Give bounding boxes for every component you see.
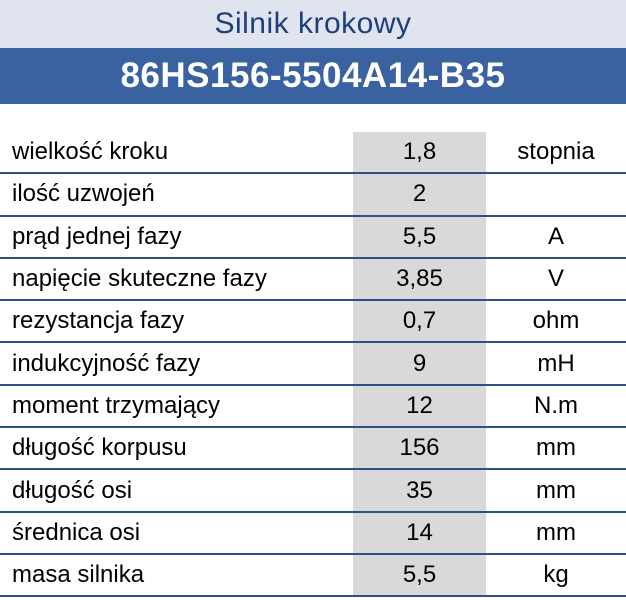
spec-unit: kg — [543, 561, 569, 589]
title-band — [0, 0, 626, 48]
spec-value: 2 — [353, 174, 486, 214]
spec-value: 14 — [353, 513, 486, 553]
spec-row — [0, 343, 626, 385]
product-type-title: Silnik krokowy — [214, 7, 412, 40]
spec-name: napięcie skuteczne fazy — [12, 265, 267, 293]
spec-value: 0,7 — [353, 301, 486, 341]
spec-name: długość osi — [12, 476, 133, 504]
spec-unit: V — [547, 265, 564, 293]
spec-unit: stopnia — [517, 138, 595, 166]
spec-unit: mH — [537, 349, 575, 377]
spec-name: prąd jednej fazy — [12, 222, 182, 250]
spec-name: średnica osi — [12, 518, 141, 546]
spec-name: rezystancja fazy — [12, 307, 185, 335]
spec-unit: A — [547, 222, 564, 250]
spec-unit: mm — [536, 434, 576, 462]
spec-row — [0, 386, 626, 428]
spec-unit: N.m — [534, 391, 578, 419]
spec-value: 156 — [353, 428, 486, 468]
spec-row — [0, 513, 626, 555]
spec-unit: mm — [536, 518, 576, 546]
spec-table — [0, 132, 626, 597]
spec-value: 5,5 — [353, 555, 486, 595]
spec-row — [0, 470, 626, 512]
spec-name: długość korpusu — [12, 434, 187, 462]
spec-name: moment trzymający — [12, 391, 221, 419]
spec-value: 12 — [353, 386, 486, 426]
spec-row — [0, 132, 626, 174]
spec-unit: ohm — [532, 307, 580, 335]
spec-row — [0, 428, 626, 470]
spec-name: wielkość kroku — [12, 138, 169, 166]
spec-name: ilość uzwojeń — [12, 180, 155, 208]
spec-row — [0, 259, 626, 301]
spec-row — [0, 555, 626, 597]
spec-row — [0, 174, 626, 216]
spec-value: 35 — [353, 470, 486, 510]
spec-row — [0, 301, 626, 343]
spec-unit: mm — [536, 476, 576, 504]
spec-row — [0, 217, 626, 259]
spec-name: masa silnika — [12, 561, 145, 589]
model-number: 86HS156-5504A14-B35 — [120, 56, 506, 95]
model-band — [0, 48, 626, 104]
spec-value: 5,5 — [353, 217, 486, 257]
spec-value: 9 — [353, 343, 486, 383]
spec-unit — [486, 174, 626, 214]
spec-value: 1,8 — [353, 132, 486, 172]
spec-value: 3,85 — [353, 259, 486, 299]
spec-name: indukcyjność fazy — [12, 349, 201, 377]
